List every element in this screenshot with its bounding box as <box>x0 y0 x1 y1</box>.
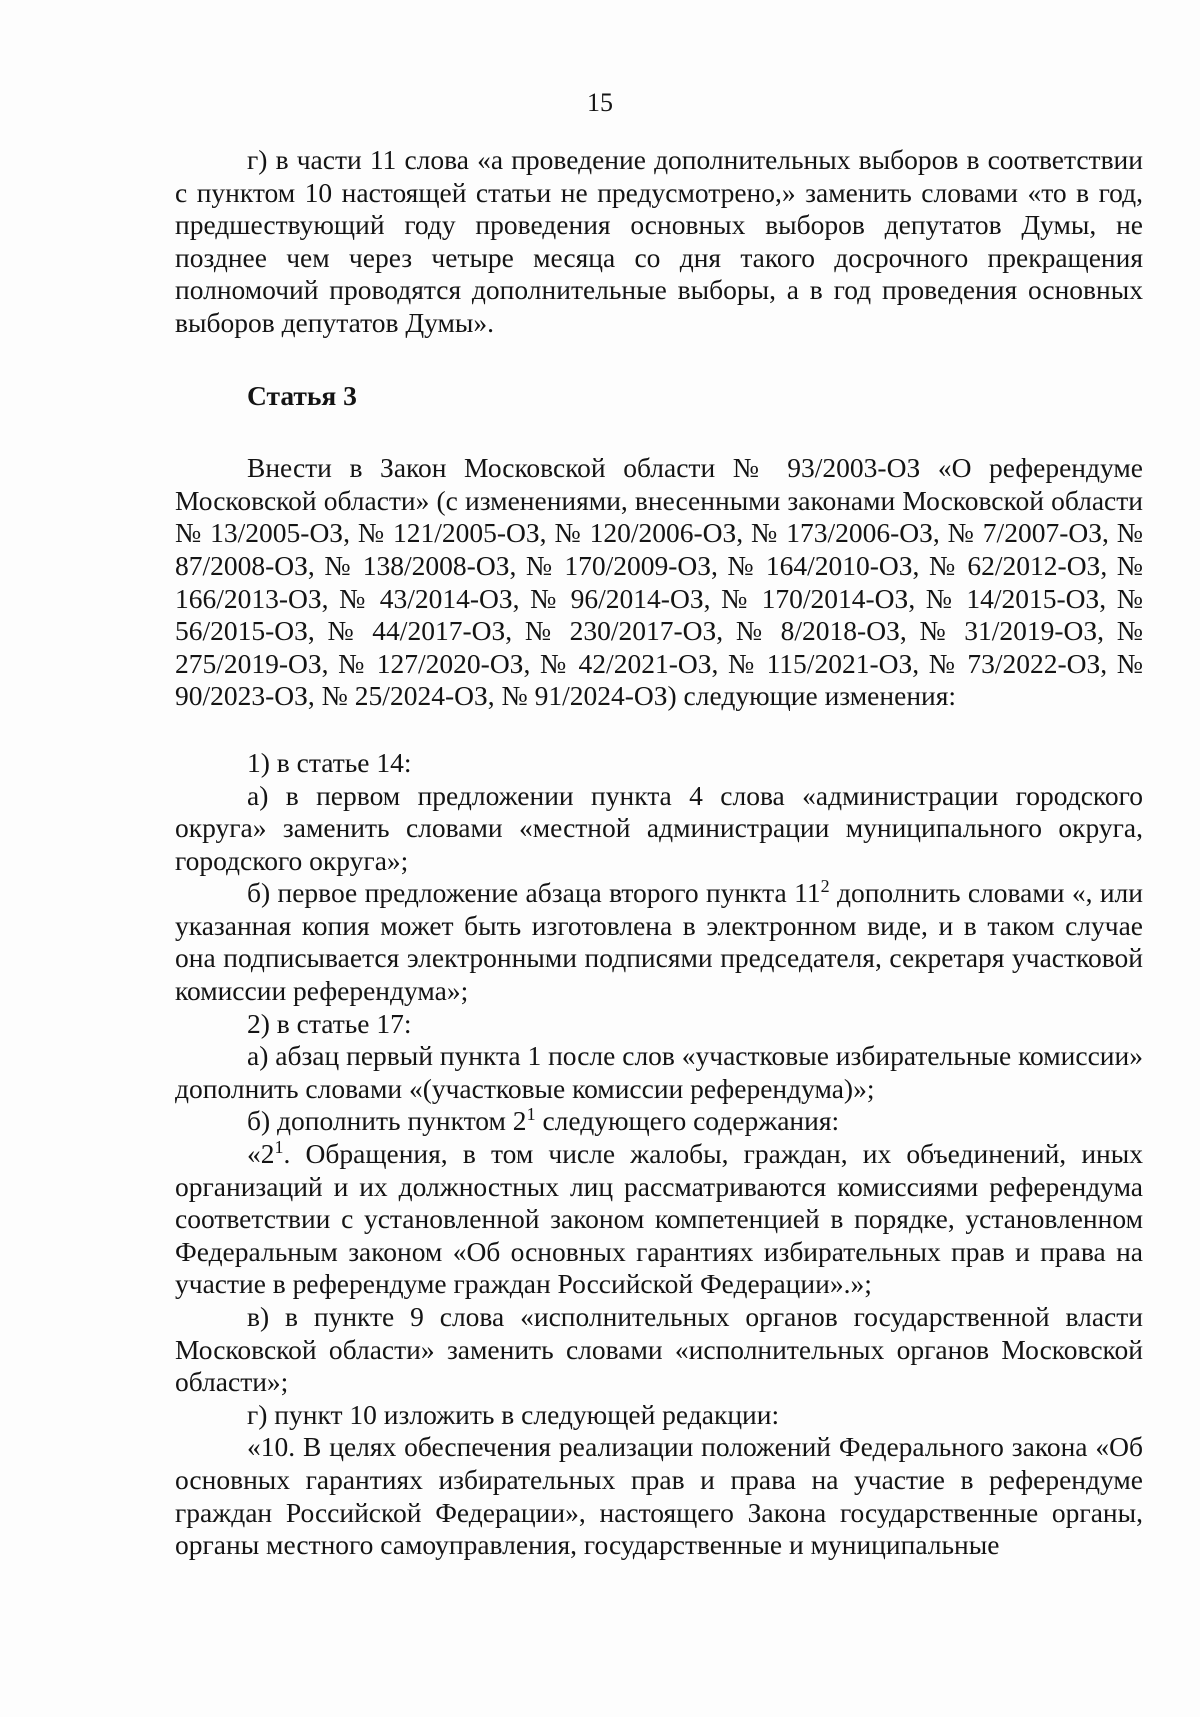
quote-2-1-pre: «2 <box>247 1138 275 1170</box>
item-2b-post: следующего содержания: <box>535 1105 840 1137</box>
quote-point-10: «10. В целях обеспечения реализации положений Федерального закона «Об основных гарантиях избирательных прав и права на участие в референдуме граждан Российской Федерации», настоящего Закона государственные органы, органы местного самоуправления, государственные и муниципальные <box>175 1431 1143 1561</box>
item-1b-post: дополнить словами «, или указанная копия может быть изготовлена в электронном виде, и в таком случае она подписывается электронными подписями председателя, секретаря участковой комиссии референдума»; <box>175 877 1143 1007</box>
item-1-header: 1) в статье 14: <box>247 746 412 778</box>
item-2a: а) абзац первый пункта 1 после слов «участковые избирательные комиссии» дополнить словами «(участковые комиссии референдума)»; <box>175 1040 1143 1104</box>
item-1b-sup: 2 <box>820 876 830 897</box>
quote-point-2-1 <box>175 1138 1143 1301</box>
item-2g: г) пункт 10 изложить в следующей редакции: <box>247 1398 780 1430</box>
item-1b-pre: б) первое предложение абзаца второго пункта 11 <box>247 877 821 909</box>
item-2b-sup: 1 <box>526 1104 536 1125</box>
item-2b <box>175 1105 1143 1138</box>
item-2b-pre: б) дополнить пунктом 2 <box>247 1105 527 1137</box>
document-body <box>175 144 1143 1562</box>
quote-2-1-sup: 1 <box>274 1136 284 1157</box>
item-1b <box>175 877 1143 1007</box>
item-2-header: 2) в статье 17: <box>247 1007 412 1039</box>
article-intro: Внести в Закон Московской области № 93/2003-ОЗ «О референдуме Московской области» (с изменениями, внесенными законами Московской области № 13/2005-ОЗ, № 121/2005-ОЗ, № 120/2006-ОЗ, № 173/2006-ОЗ, № 7/2007-ОЗ, № 87/2008-ОЗ, № 138/2008-ОЗ, № 170/2009-ОЗ, № 164/2010-ОЗ, № 62/2012-ОЗ, № 166/2013-ОЗ, № 43/2014-ОЗ, № 96/2014-ОЗ, № 170/2014-ОЗ, № 14/2015-ОЗ, № 56/2015-ОЗ, № 44/2017-ОЗ, № 230/2017-ОЗ, № 8/2018-ОЗ, № 31/2019-ОЗ, № 275/2019-ОЗ, № 127/2020-ОЗ, № 42/2021-ОЗ, № 115/2021-ОЗ, № 73/2022-ОЗ, № 90/2023-ОЗ, № 25/2024-ОЗ, № 91/2024-ОЗ) следующие изменения: <box>175 452 1143 712</box>
article-heading: Статья 3 <box>247 379 357 411</box>
paragraph-g-part-11: г) в части 11 слова «а проведение дополнительных выборов в соответствии с пунктом 10 настоящей статьи не предусмотрено,» заменить словами «то в год, предшествующий году проведения основных выборов депутатов Думы, не позднее чем через четыре месяца со дня такого досрочного прекращения полномочий проводятся дополнительные выборы, а в год проведения основных выборов депутатов Думы». <box>175 144 1143 338</box>
item-1a: а) в первом предложении пункта 4 слова «администрации городского округа» заменить словами «местной администрации муниципального округа, городского округа»; <box>175 779 1143 876</box>
quote-2-1-post: . Обращения, в том числе жалобы, граждан, их объединений, иных организаций и их должностных лиц рассматриваются комиссиями референдума соответствии с установленной законом компетенцией в порядке, установленном Федеральным законом «Об основных гарантиях избирательных прав и права на участие в референдуме граждан Российской Федерации».»; <box>175 1138 1143 1300</box>
item-2v: в) в пункте 9 слова «исполнительных органов государственной власти Московской области» заменить словами «исполнительных органов Московской области»; <box>175 1301 1143 1398</box>
page-number: 15 <box>587 88 613 117</box>
